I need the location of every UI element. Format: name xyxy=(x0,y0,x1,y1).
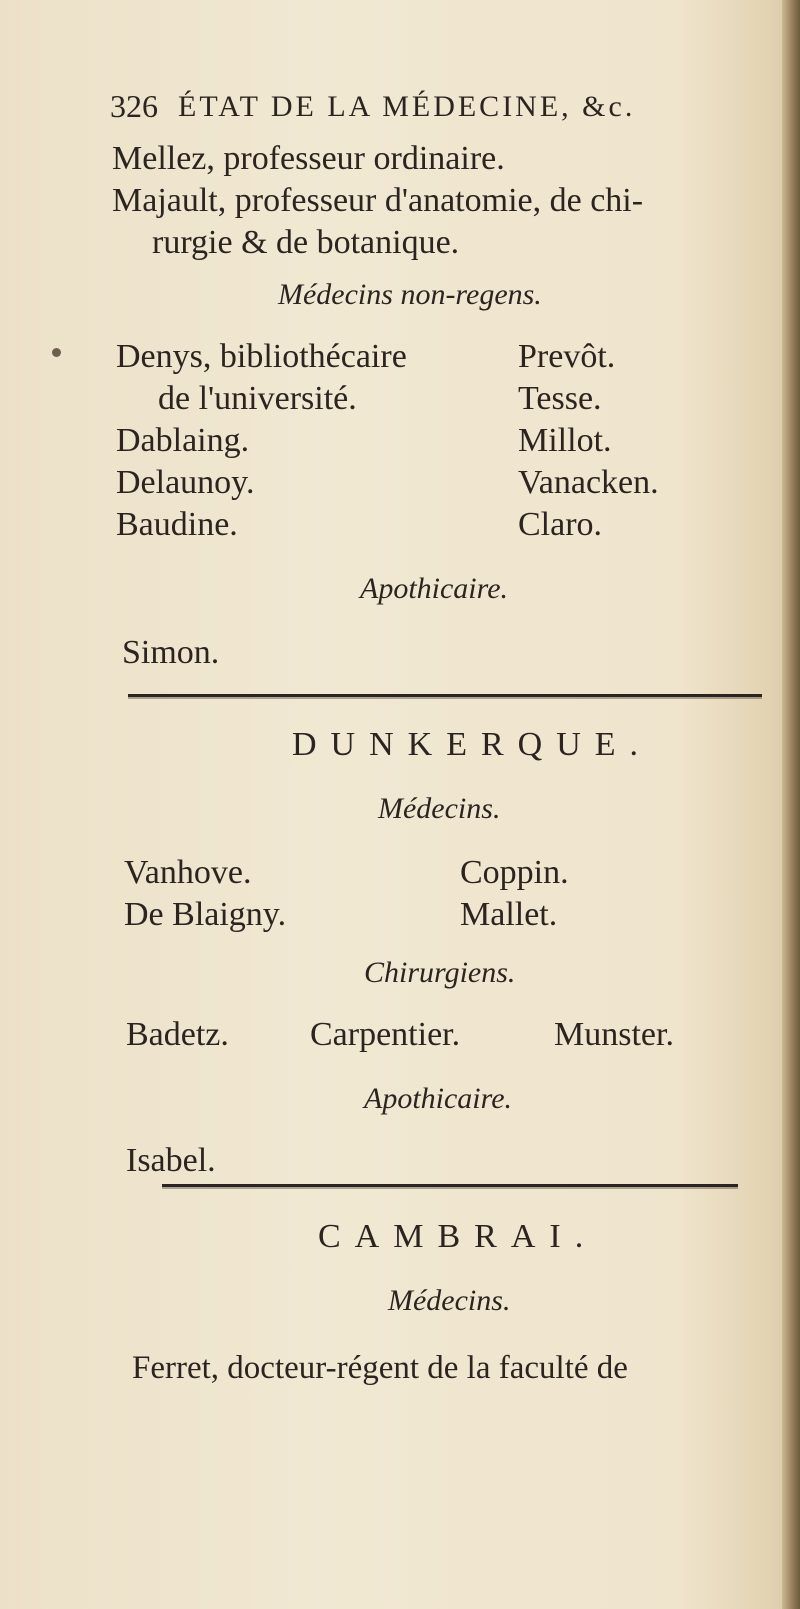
left-name-1: Denys, bibliothécaire xyxy=(116,338,407,375)
heading-chirurgiens: Chirurgiens. xyxy=(364,956,516,989)
cambrai-line-1: Ferret, docteur-régent de la faculté de xyxy=(132,1350,628,1386)
left-name-3: Dablaing. xyxy=(116,422,250,459)
right-name-2: Tesse. xyxy=(518,380,602,417)
section-divider-1 xyxy=(128,694,762,697)
heading-medecins-dunkerque: Médecins. xyxy=(378,792,501,825)
city-dunkerque: DUNKERQUE. xyxy=(292,726,653,763)
heading-non-regens: Médecins non-regens. xyxy=(278,278,542,311)
city-cambrai: CAMBRAI. xyxy=(318,1218,598,1255)
chirurgien-3: Munster. xyxy=(554,1016,674,1053)
dk-medecin-left-1: Vanhove. xyxy=(124,854,252,891)
left-name-5: Baudine. xyxy=(116,506,238,543)
dk-medecin-left-2: De Blaigny. xyxy=(124,896,287,933)
intro-line-2: Majault, professeur d'anatomie, de chi- xyxy=(112,182,644,219)
left-name-4: Delaunoy. xyxy=(116,464,255,501)
page-edge xyxy=(782,0,800,1609)
ink-spot xyxy=(52,348,61,357)
page-number: 326 xyxy=(110,88,158,124)
chirurgien-1: Badetz. xyxy=(126,1016,229,1053)
intro-line-3: rurgie & de botanique. xyxy=(152,224,460,261)
dk-medecin-right-1: Coppin. xyxy=(460,854,569,891)
intro-line-1: Mellez, professeur ordinaire. xyxy=(112,140,505,177)
heading-apothicaire-2: Apothicaire. xyxy=(364,1082,513,1115)
apothicaire-name-1: Simon. xyxy=(122,634,220,671)
right-name-4: Vanacken. xyxy=(518,464,659,501)
right-name-3: Millot. xyxy=(518,422,612,459)
left-name-2: de l'université. xyxy=(158,380,357,417)
apothicaire-name-2: Isabel. xyxy=(126,1142,216,1179)
heading-apothicaire-1: Apothicaire. xyxy=(360,572,509,605)
section-divider-2 xyxy=(162,1184,738,1187)
right-name-5: Claro. xyxy=(518,506,603,543)
chirurgien-2: Carpentier. xyxy=(310,1016,461,1053)
heading-medecins-cambrai: Médecins. xyxy=(388,1284,511,1317)
dk-medecin-right-2: Mallet. xyxy=(460,896,558,933)
running-title: ÉTAT DE LA MÉDECINE, &c. xyxy=(178,90,636,123)
right-name-1: Prevôt. xyxy=(518,338,616,375)
